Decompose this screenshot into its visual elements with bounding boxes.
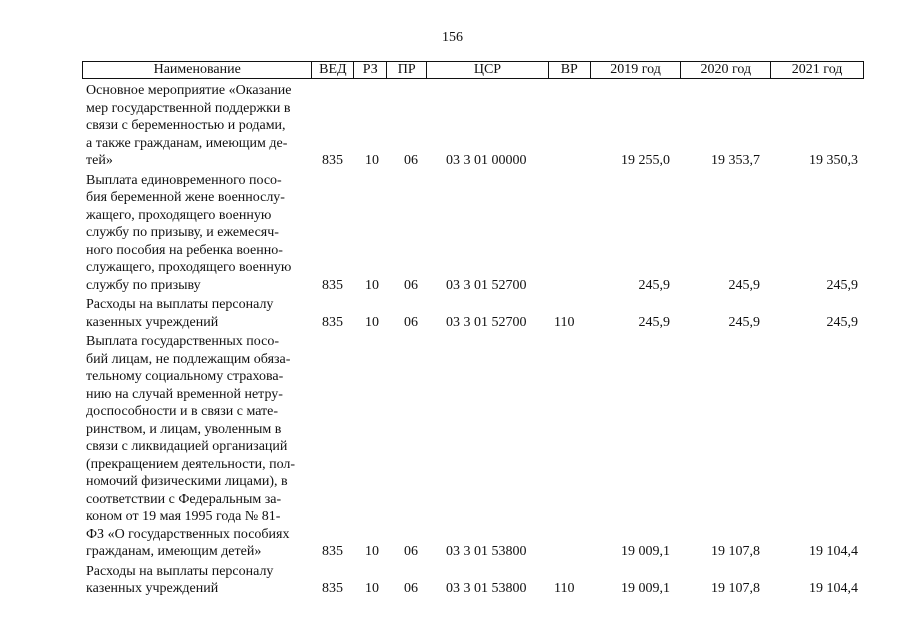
row-name-line: Выплата государственных посо- xyxy=(86,334,279,349)
cell-2021: 245,9 xyxy=(826,314,858,330)
cell-2020: 245,9 xyxy=(728,314,760,330)
cell-csr: 03 3 01 52700 xyxy=(446,314,527,330)
row-name-line: связи с беременностью и родами, xyxy=(86,118,286,133)
table-row xyxy=(82,563,864,598)
cell-2019: 19 255,0 xyxy=(621,153,670,168)
cell-2019: 245,9 xyxy=(638,314,670,330)
row-name xyxy=(86,333,310,561)
row-values xyxy=(82,152,864,170)
row-name-line: гражданам, имеющим детей» xyxy=(86,544,262,559)
row-name-line: соответствии с Федеральным за- xyxy=(86,491,282,507)
row-name-line: а также гражданам, имеющим де- xyxy=(86,135,288,151)
column-header-2021: 2021 год xyxy=(791,62,843,77)
row-name-line: тей» xyxy=(86,153,113,168)
table-row xyxy=(82,172,864,295)
column-header-csr: ЦСР xyxy=(427,62,549,78)
cell-pr: 06 xyxy=(404,314,418,330)
row-name-line: Расходы на выплаты персоналу xyxy=(86,563,274,579)
row-values xyxy=(82,314,864,332)
cell-2021: 19 350,3 xyxy=(809,153,858,168)
row-name-line: ринством, и лицам, уволенным в xyxy=(86,421,282,437)
cell-ved: 835 xyxy=(322,544,343,559)
cell-2020: 245,9 xyxy=(728,277,760,293)
column-header-rz: РЗ xyxy=(354,62,387,78)
column-header-2020: 2020 год xyxy=(681,62,771,78)
cell-csr: 03 3 01 00000 xyxy=(446,153,527,168)
row-name-line: Выплата единовременного посо- xyxy=(86,172,282,188)
cell-2020: 19 107,8 xyxy=(711,544,760,559)
row-name-line: служащего, проходящего военную xyxy=(86,260,292,275)
cell-pr: 06 xyxy=(404,581,418,596)
column-header-name: Наименование xyxy=(83,62,312,78)
row-name-line: бий лицам, не подлежащим обяза- xyxy=(86,351,291,367)
cell-csr: 03 3 01 52700 xyxy=(446,277,527,293)
cell-rz: 10 xyxy=(365,277,379,293)
row-name-line: службу по призыву xyxy=(86,277,201,293)
row-name-line: тельному социальному страхова- xyxy=(86,369,284,384)
cell-ved: 835 xyxy=(322,314,343,330)
cell-2019: 19 009,1 xyxy=(621,544,670,559)
cell-ved: 835 xyxy=(322,581,343,596)
cell-2021: 245,9 xyxy=(826,277,858,293)
row-name-line: казенных учреждений xyxy=(86,581,219,596)
cell-ved: 835 xyxy=(322,153,343,168)
row-name-line: нию на случай временной нетру- xyxy=(86,386,283,402)
table-row xyxy=(82,82,864,170)
row-name-line: жащего, проходящего военную xyxy=(86,207,272,223)
row-name-line: связи с ликвидацией организаций xyxy=(86,439,288,454)
row-name-line: службу по призыву, и ежемесяч- xyxy=(86,225,279,240)
cell-2019: 19 009,1 xyxy=(621,581,670,596)
cell-vr: 110 xyxy=(554,581,575,596)
cell-csr: 03 3 01 53800 xyxy=(446,581,527,596)
row-name-line: бия беременной жене военнослу- xyxy=(86,190,285,205)
row-name-line: доспособности и в связи с мате- xyxy=(86,404,279,419)
row-name-line: коном от 19 мая 1995 года № 81- xyxy=(86,509,281,524)
cell-pr: 06 xyxy=(404,544,418,559)
column-header-ved: ВЕД xyxy=(312,62,354,78)
row-name-line: ного пособия на ребенка военно- xyxy=(86,242,283,258)
cell-rz: 10 xyxy=(365,544,379,559)
cell-2019: 245,9 xyxy=(638,277,670,293)
row-name-line: ФЗ «О государственных пособиях xyxy=(86,526,290,542)
cell-rz: 10 xyxy=(365,314,379,330)
cell-2021: 19 104,4 xyxy=(809,544,858,559)
row-name-line: казенных учреждений xyxy=(86,314,219,330)
column-header-2019: 2019 год xyxy=(591,62,682,78)
table-row xyxy=(82,296,864,331)
cell-csr: 03 3 01 53800 xyxy=(446,544,527,559)
row-values xyxy=(82,277,864,295)
cell-rz: 10 xyxy=(365,153,379,168)
row-name-line: номочий физическими лицами), в xyxy=(86,474,288,489)
row-values xyxy=(82,580,864,598)
cell-2020: 19 353,7 xyxy=(711,153,760,168)
table-header xyxy=(82,61,864,79)
row-name-line: (прекращением деятельности, пол- xyxy=(86,456,296,472)
table-row xyxy=(82,333,864,561)
cell-2020: 19 107,8 xyxy=(711,581,760,596)
page-number: 156 xyxy=(442,30,463,45)
cell-pr: 06 xyxy=(404,153,418,168)
cell-rz: 10 xyxy=(365,581,379,596)
column-header-pr: ПР xyxy=(387,62,427,78)
row-name-line: мер государственной поддержки в xyxy=(86,100,291,116)
cell-ved: 835 xyxy=(322,277,343,293)
row-name-line: Расходы на выплаты персоналу xyxy=(86,297,274,312)
cell-pr: 06 xyxy=(404,277,418,293)
row-name-line: Основное мероприятие «Оказание xyxy=(86,83,292,98)
cell-vr: 110 xyxy=(554,314,575,330)
cell-2021: 19 104,4 xyxy=(809,581,858,596)
row-values xyxy=(82,543,864,561)
column-header-vr: ВР xyxy=(549,62,591,78)
